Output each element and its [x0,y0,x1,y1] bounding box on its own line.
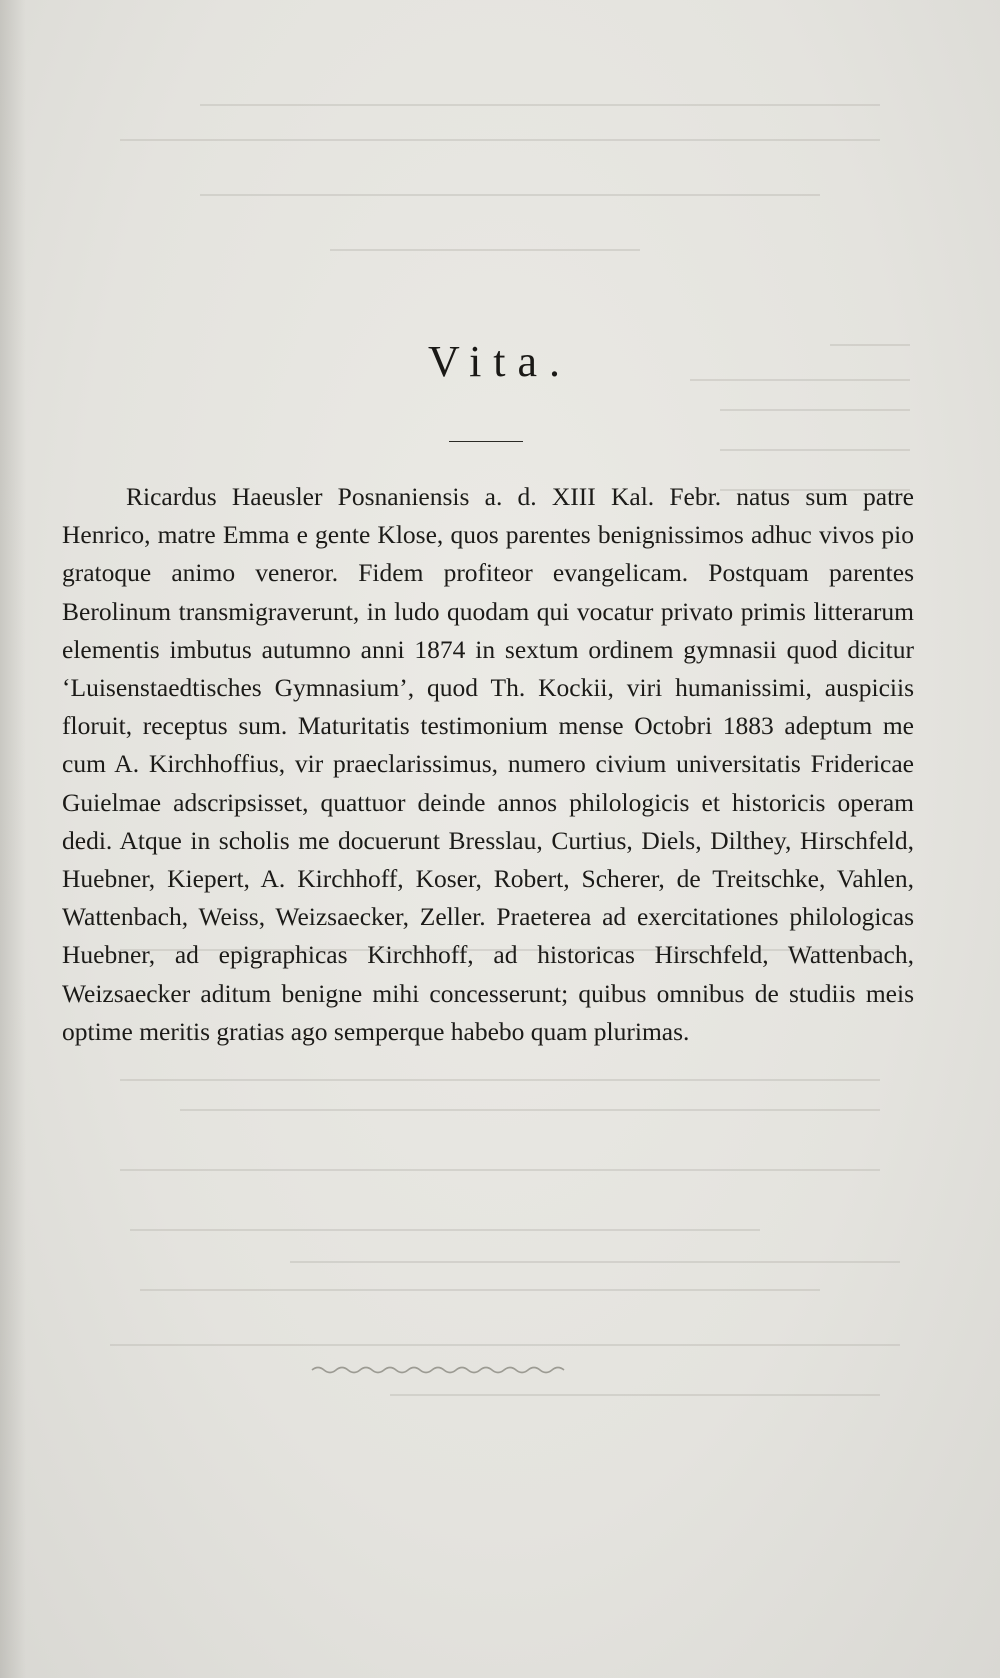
vita-text [62,478,914,1051]
title-divider [449,441,523,442]
page-edge-shadow [0,0,26,1678]
page-title: Vita. [427,337,573,386]
vita-paragraph: Ricardus Haeusler Posnaniensis a. d. XIII Kal. Febr. natus sum patre Henrico, matre Emma e gente Klose, quos parentes benignissimos adhuc vivos pio gratoque animo veneror. Fidem profiteor evangelicam. Postquam parentes Berolinum transmigraverunt, in ludo quodam qui vocatur privato primis litterarum elementis imbutus autumno anni 1874 in sextum ordinem gymnasii quod dicitur ‘Luisenstaedtisches Gymnasium’, quod Th. Kockii, viri humanissimi, auspiciis floruit, receptus sum. Maturitatis testimonium mense Octobri 1883 adeptum me cum A. Kirchhoffius, vir praeclarissimus, numero civium universitatis Fridericae Guielmae adscripsisset, quattuor deinde annos philologicis et historicis operam dedi. Atque in scholis me docuerunt Bresslau, Curtius, Diels, Dilthey, Hirschfeld, Huebner, Kiepert, A. Kirchhoff, Koser, Robert, Scherer, de Treitschke, Vahlen, Wattenbach, Weiss, Weizsaecker, Zeller. Praeterea ad exercitationes philologicas Huebner, ad epigraphicas Kirchhoff, ad historicas Hirschfeld, Wattenbach, Weizsaecker aditum benigne mihi concesserunt; quibus omnibus de studiis meis optime meritis gratias ago semperque habebo quam plurimas. [62,482,914,1046]
